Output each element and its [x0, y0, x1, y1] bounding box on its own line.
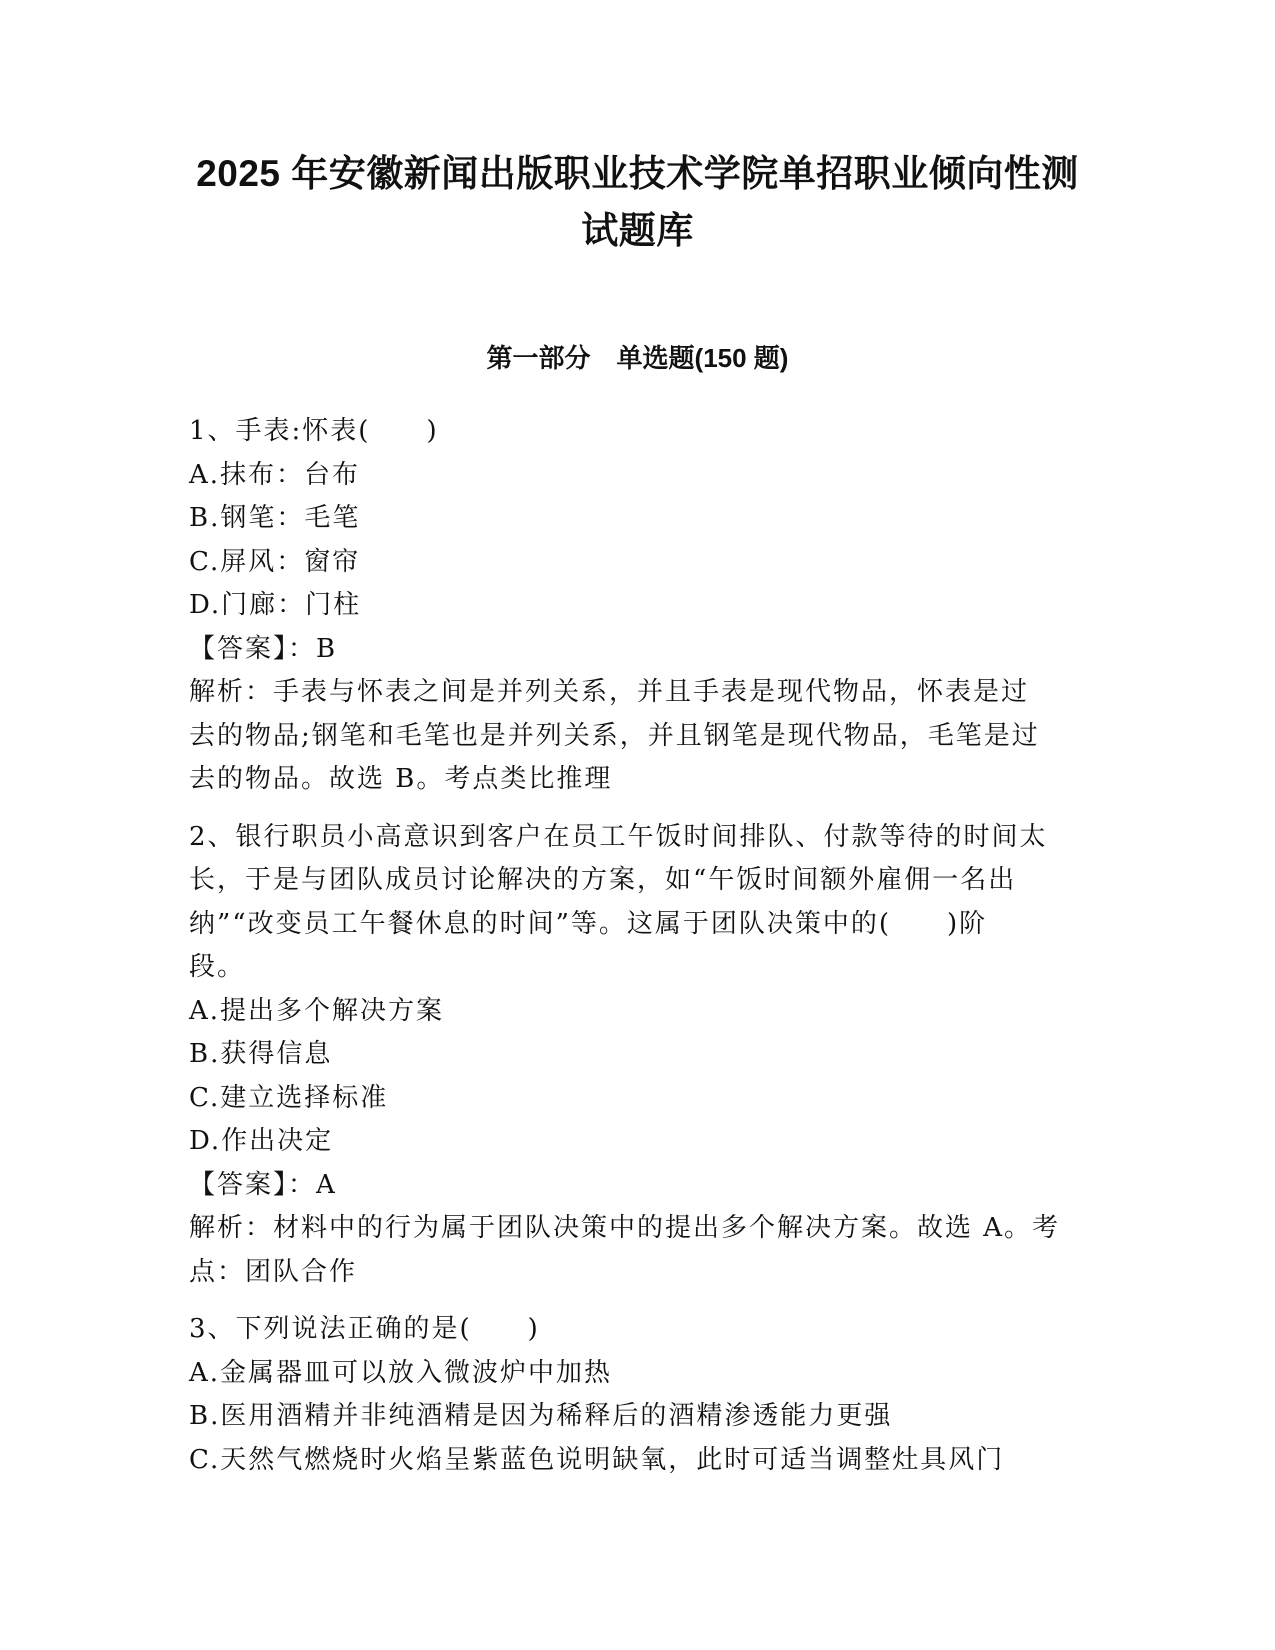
question-stem-line: 段。: [189, 952, 246, 982]
question-3: [189, 1308, 1079, 1482]
option-d: D.门廊：门柱: [189, 590, 362, 620]
question-stem: 3、下列说法正确的是( ): [189, 1314, 540, 1344]
analysis-line: 去的物品。故选 B。考点类比推理: [189, 764, 613, 794]
analysis-line: 解析：手表与怀表之间是并列关系，并且手表是现代物品，怀表是过: [189, 677, 1030, 707]
analysis-line: 解析：材料中的行为属于团队决策中的提出多个解决方案。故选 A。考: [189, 1213, 1061, 1243]
title-line-1: 2025 年安徽新闻出版职业技术学院单招职业倾向性测: [196, 153, 1079, 194]
answer-line: 【答案】：B: [189, 633, 338, 664]
option-c: C.屏风：窗帘: [189, 546, 361, 577]
question-stem: 1、手表:怀表( ): [189, 416, 439, 446]
option-c: C.天然气燃烧时火焰呈紫蓝色说明缺氧，此时可适当调整灶具风门: [189, 1444, 1005, 1475]
analysis-line: 去的物品;钢笔和毛笔也是并列关系，并且钢笔是现代物品，毛笔是过: [189, 720, 1040, 751]
option-d: D.作出决定: [189, 1126, 334, 1156]
question-stem-line: 长，于是与团队成员讨论解决的方案，如“午饭时间额外雇佣一名出: [189, 865, 1017, 895]
option-a: A.提出多个解决方案: [189, 995, 445, 1026]
question-stem-line: 纳”“改变员工午餐休息的时间”等。这属于团队决策中的( )阶: [189, 908, 988, 939]
option-b: B.钢笔：毛笔: [189, 503, 361, 533]
option-c: C.建立选择标准: [189, 1082, 389, 1113]
option-b: B.获得信息: [189, 1039, 333, 1069]
section-heading: 第一部分 单选题(150 题): [486, 343, 789, 373]
question-list: [189, 410, 1079, 1482]
analysis-line: 点：团队合作: [189, 1256, 358, 1287]
option-a: A.抹布：台布: [189, 459, 361, 490]
answer-line: 【答案】：A: [189, 1169, 337, 1200]
title-line-2: 试题库: [581, 210, 694, 251]
option-a: A.金属器皿可以放入微波炉中加热: [189, 1357, 613, 1388]
question-stem-line: 2、银行职员小高意识到客户在员工午饭时间排队、付款等待的时间太: [189, 821, 1048, 852]
document-title: [150, 145, 1125, 259]
question-2: [189, 816, 1079, 1295]
question-1: [189, 410, 1079, 802]
option-b: B.医用酒精并非纯酒精是因为稀释后的酒精渗透能力更强: [189, 1401, 893, 1431]
